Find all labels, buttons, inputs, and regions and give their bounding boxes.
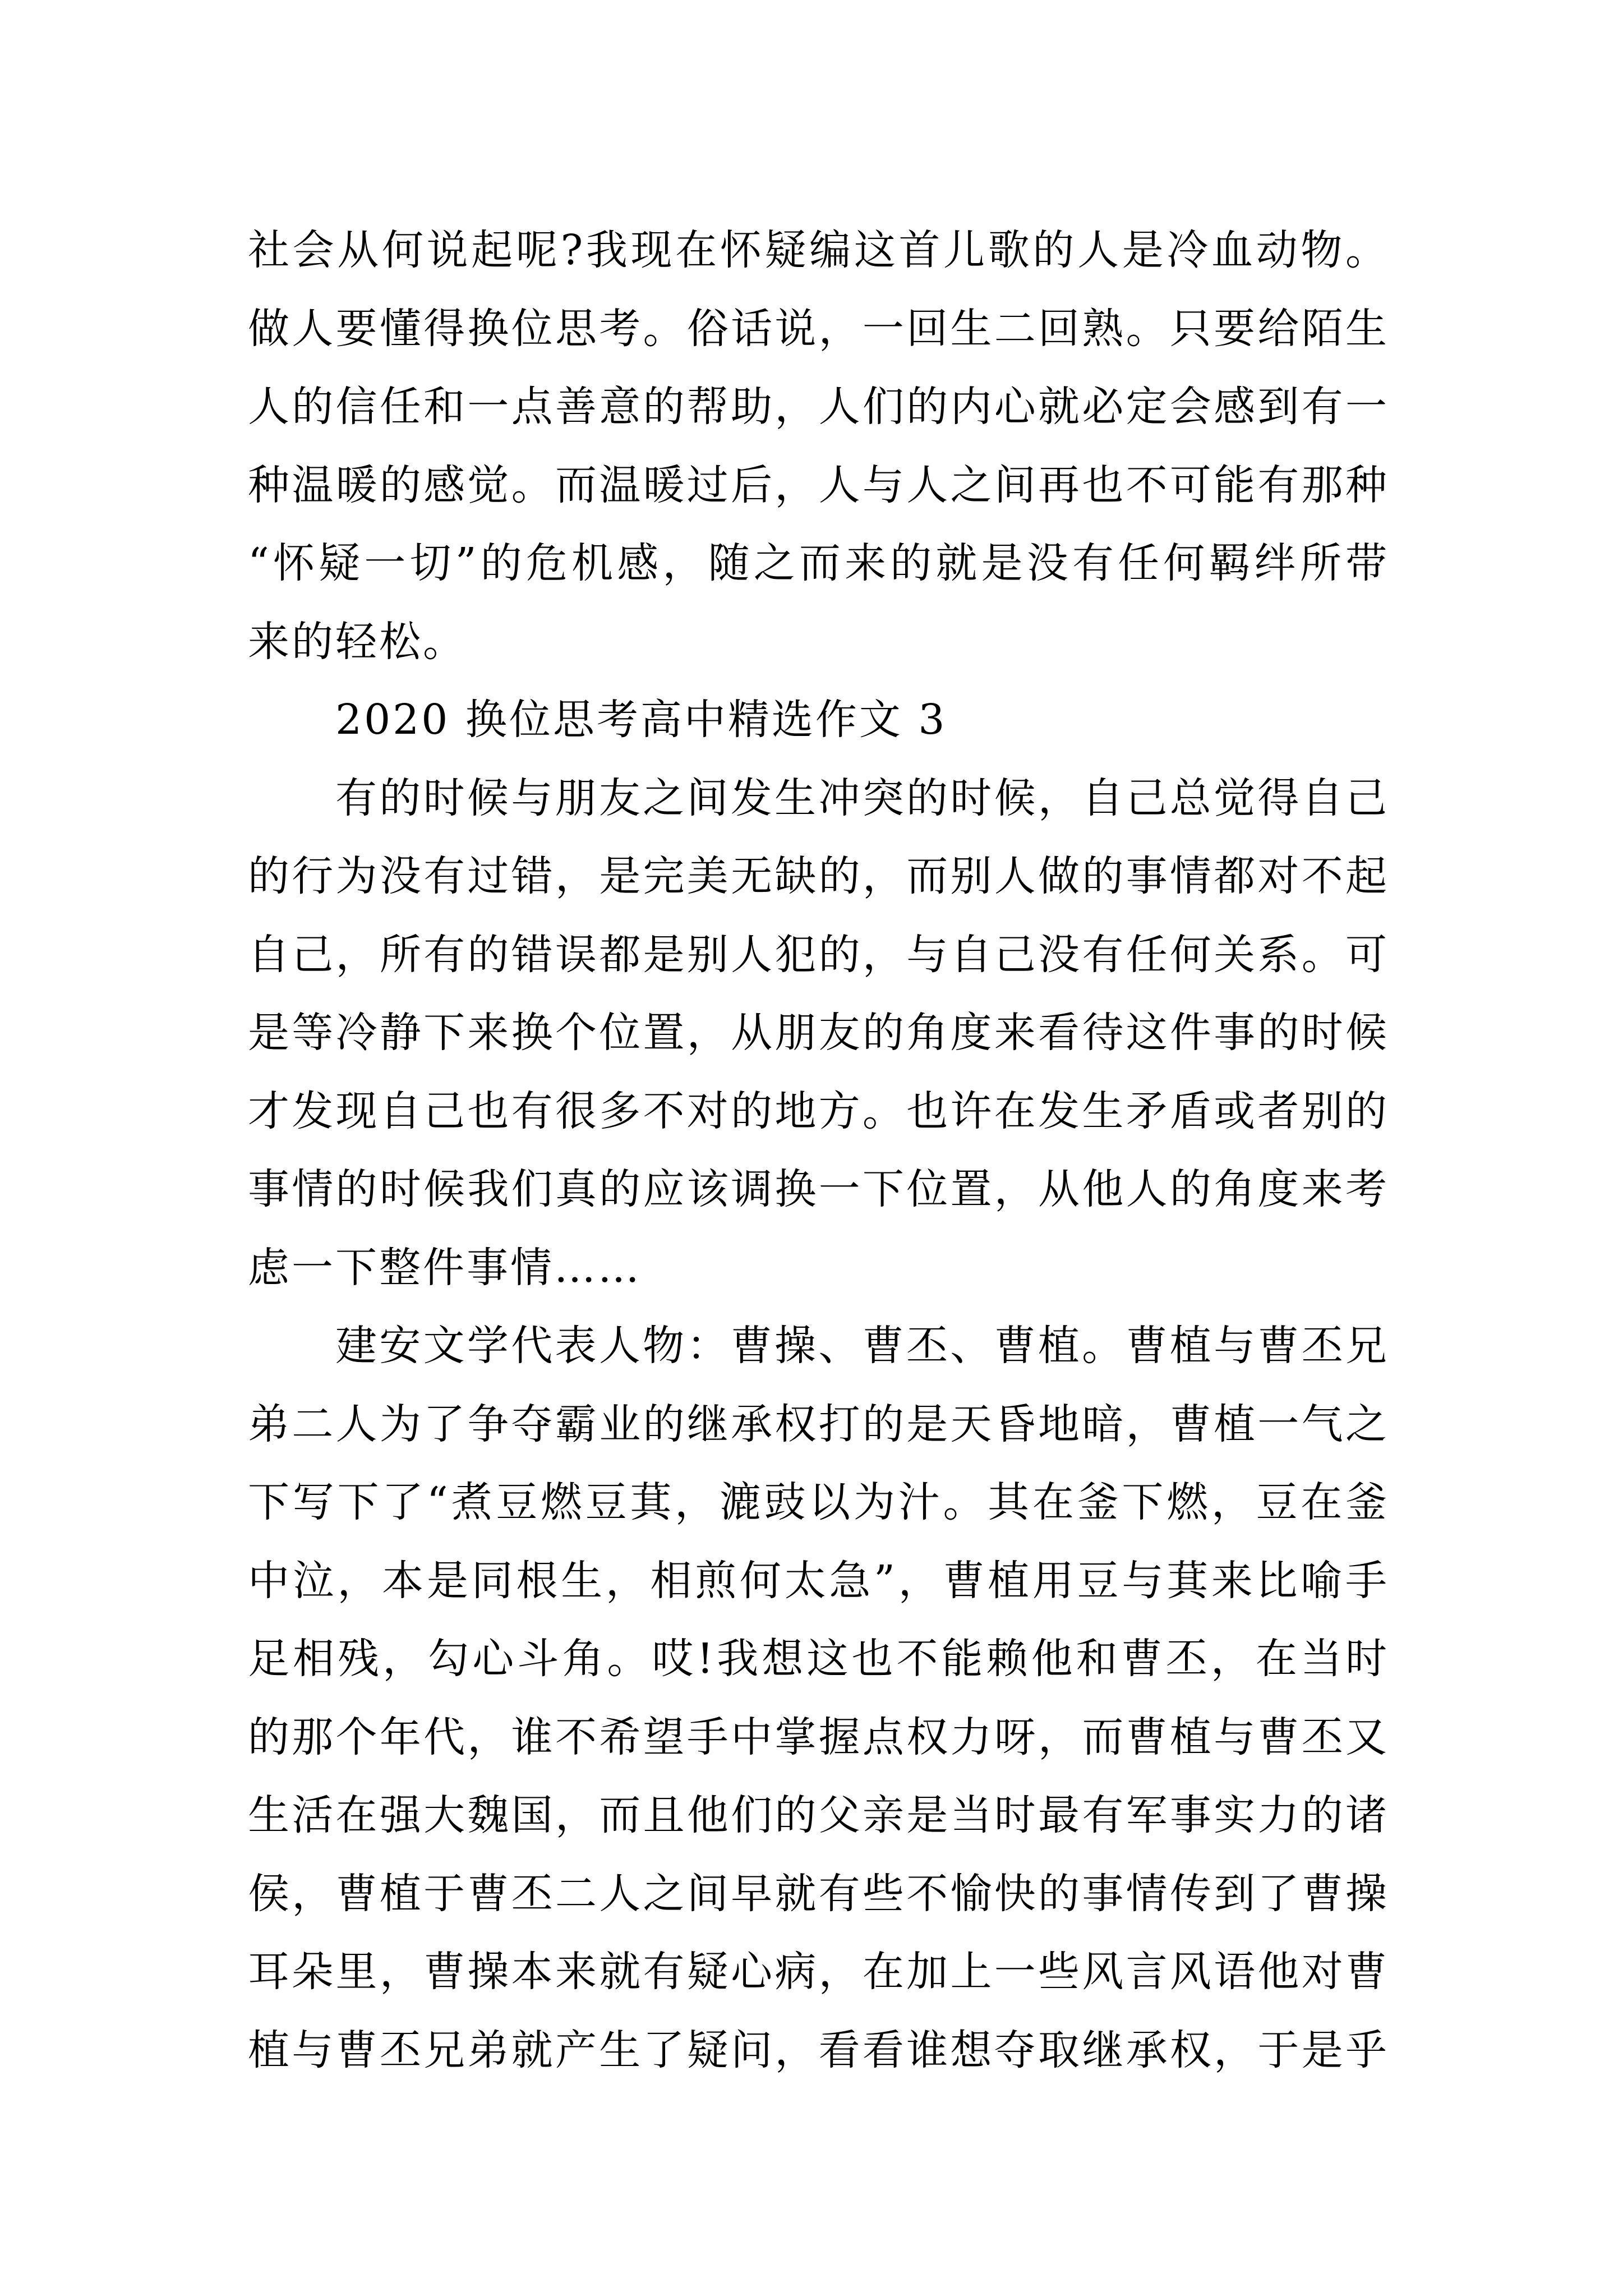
text-line: 足相残，勾心斗角。哎!我想这也不能赖他和曹丕，在当时: [248, 1635, 1387, 1683]
text-line: 生活在强大魏国，而且他们的父亲是当时最有军事实力的诸: [248, 1791, 1387, 1839]
text-line: 事情的时候我们真的应该调换一下位置，从他人的角度来考: [248, 1165, 1387, 1213]
paragraph-friends: [248, 760, 1387, 1308]
text-line: 人的信任和一点善意的帮助，人们的内心就必定会感到有一: [248, 383, 1387, 431]
text-line: 植与曹丕兄弟就产生了疑问，看看谁想夺取继承权，于是乎: [248, 2026, 1387, 2074]
text-line: 来的轻松。: [248, 617, 467, 666]
text-line: 社会从何说起呢?我现在怀疑编这首儿歌的人是冷血动物。: [248, 226, 1387, 274]
text-line: 中泣，本是同根生，相煎何太急”，曹植用豆与萁来比喻手: [248, 1556, 1387, 1605]
section-heading-block: [248, 681, 1387, 760]
document-body: [248, 211, 1387, 2090]
text-line: 耳朵里，曹操本来就有疑心病，在加上一些风言风语他对曹: [248, 1948, 1387, 1996]
paragraph-jian-an: [248, 1307, 1387, 2090]
text-line: 弟二人为了争夺霸业的继承权打的是天昏地暗，曹植一气之: [248, 1400, 1387, 1448]
section-heading: 2020 换位思考高中精选作文 3: [335, 696, 947, 744]
text-line: “怀疑一切”的危机感，随之而来的就是没有任何羁绊所带: [248, 539, 1387, 587]
text-line: 有的时候与朋友之间发生冲突的时候，自己总觉得自己: [335, 774, 1387, 822]
text-line: 种温暖的感觉。而温暖过后，人与人之间再也不可能有那种: [248, 461, 1387, 509]
text-line: 才发现自己也有很多不对的地方。也许在发生矛盾或者别的: [248, 1087, 1387, 1135]
text-line: 的那个年代，谁不希望手中掌握点权力呀，而曹植与曹丕又: [248, 1713, 1387, 1761]
text-line: 建安文学代表人物：曹操、曹丕、曹植。曹植与曹丕兄: [335, 1322, 1387, 1370]
text-line: 下写下了“煮豆燃豆萁，漉豉以为汁。其在釜下燃，豆在釜: [248, 1478, 1387, 1526]
text-line: 做人要懂得换位思考。俗话说，一回生二回熟。只要给陌生: [248, 304, 1387, 353]
text-line: 侯，曹植于曹丕二人之间早就有些不愉快的事情传到了曹操: [248, 1869, 1387, 1918]
text-line: 自己，所有的错误都是别人犯的，与自己没有任何关系。可: [248, 930, 1387, 979]
paragraph-continuation: [248, 211, 1387, 681]
text-line: 是等冷静下来换个位置，从朋友的角度来看待这件事的时候: [248, 1009, 1387, 1057]
text-line: 的行为没有过错，是完美无缺的，而别人做的事情都对不起: [248, 852, 1387, 900]
text-line: 虑一下整件事情……: [248, 1243, 642, 1292]
